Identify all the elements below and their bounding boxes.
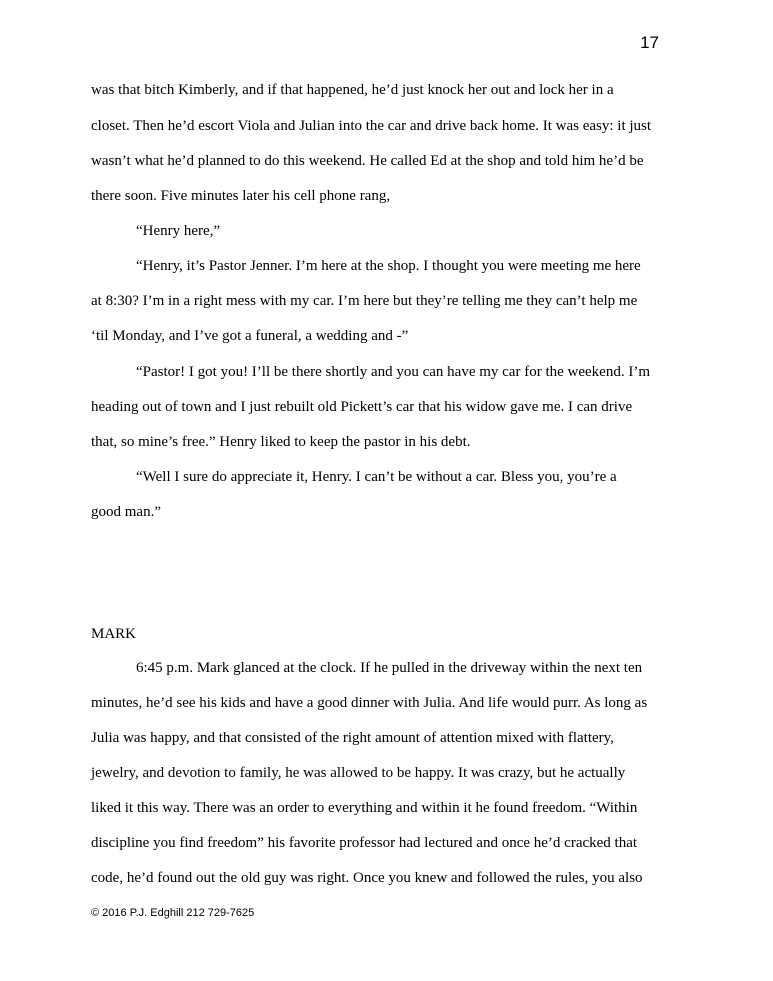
dialogue-line: “Pastor! I got you! I’ll be there shortly and you can have my car for the weekend. I’m: [136, 364, 650, 380]
page-number: 17: [640, 33, 659, 52]
text-line: there soon. Five minutes later his cell phone rang,: [91, 188, 391, 204]
text-line: discipline you find freedom” his favorite professor had lectured and once he’d cracked that: [91, 835, 638, 851]
text-line: good man.”: [91, 504, 161, 520]
text-line: was that bitch Kimberly, and if that happened, he’d just knock her out and lock her in a: [91, 82, 614, 98]
section-heading: MARK: [91, 626, 137, 642]
text-line: closet. Then he’d escort Viola and Julian into the car and drive back home. It was easy: it just: [91, 118, 652, 134]
text-line: liked it this way. There was an order to everything and within it he found freedom. “Within: [91, 800, 638, 816]
text-line: wasn’t what he’d planned to do this weekend. He called Ed at the shop and told him he’d be: [91, 153, 644, 169]
text-line: at 8:30? I’m in a right mess with my car. I’m here but they’re telling me they can’t help me: [91, 293, 638, 309]
dialogue-line: “Well I sure do appreciate it, Henry. I can’t be without a car. Bless you, you’re a: [136, 469, 617, 485]
text-line: jewelry, and devotion to family, he was allowed to be happy. It was crazy, but he actually: [91, 765, 626, 781]
text-line: that, so mine’s free.” Henry liked to keep the pastor in his debt.: [91, 434, 471, 450]
text-line: code, he’d found out the old guy was right. Once you knew and followed the rules, you also: [91, 870, 643, 886]
paragraph-start: 6:45 p.m. Mark glanced at the clock. If he pulled in the driveway within the next ten: [136, 660, 643, 676]
text-line: Julia was happy, and that consisted of the right amount of attention mixed with flattery,: [91, 730, 614, 746]
text-line: ‘til Monday, and I’ve got a funeral, a wedding and -”: [91, 328, 409, 344]
dialogue-line: “Henry, it’s Pastor Jenner. I’m here at the shop. I thought you were meeting me here: [136, 258, 641, 274]
copyright-footer: © 2016 P.J. Edghill 212 729-7625: [91, 907, 255, 919]
text-line: minutes, he’d see his kids and have a good dinner with Julia. And life would purr. As long as: [91, 695, 648, 711]
text-line: heading out of town and I just rebuilt old Pickett’s car that his widow gave me. I can drive: [91, 399, 633, 415]
dialogue-line: “Henry here,”: [136, 223, 221, 239]
